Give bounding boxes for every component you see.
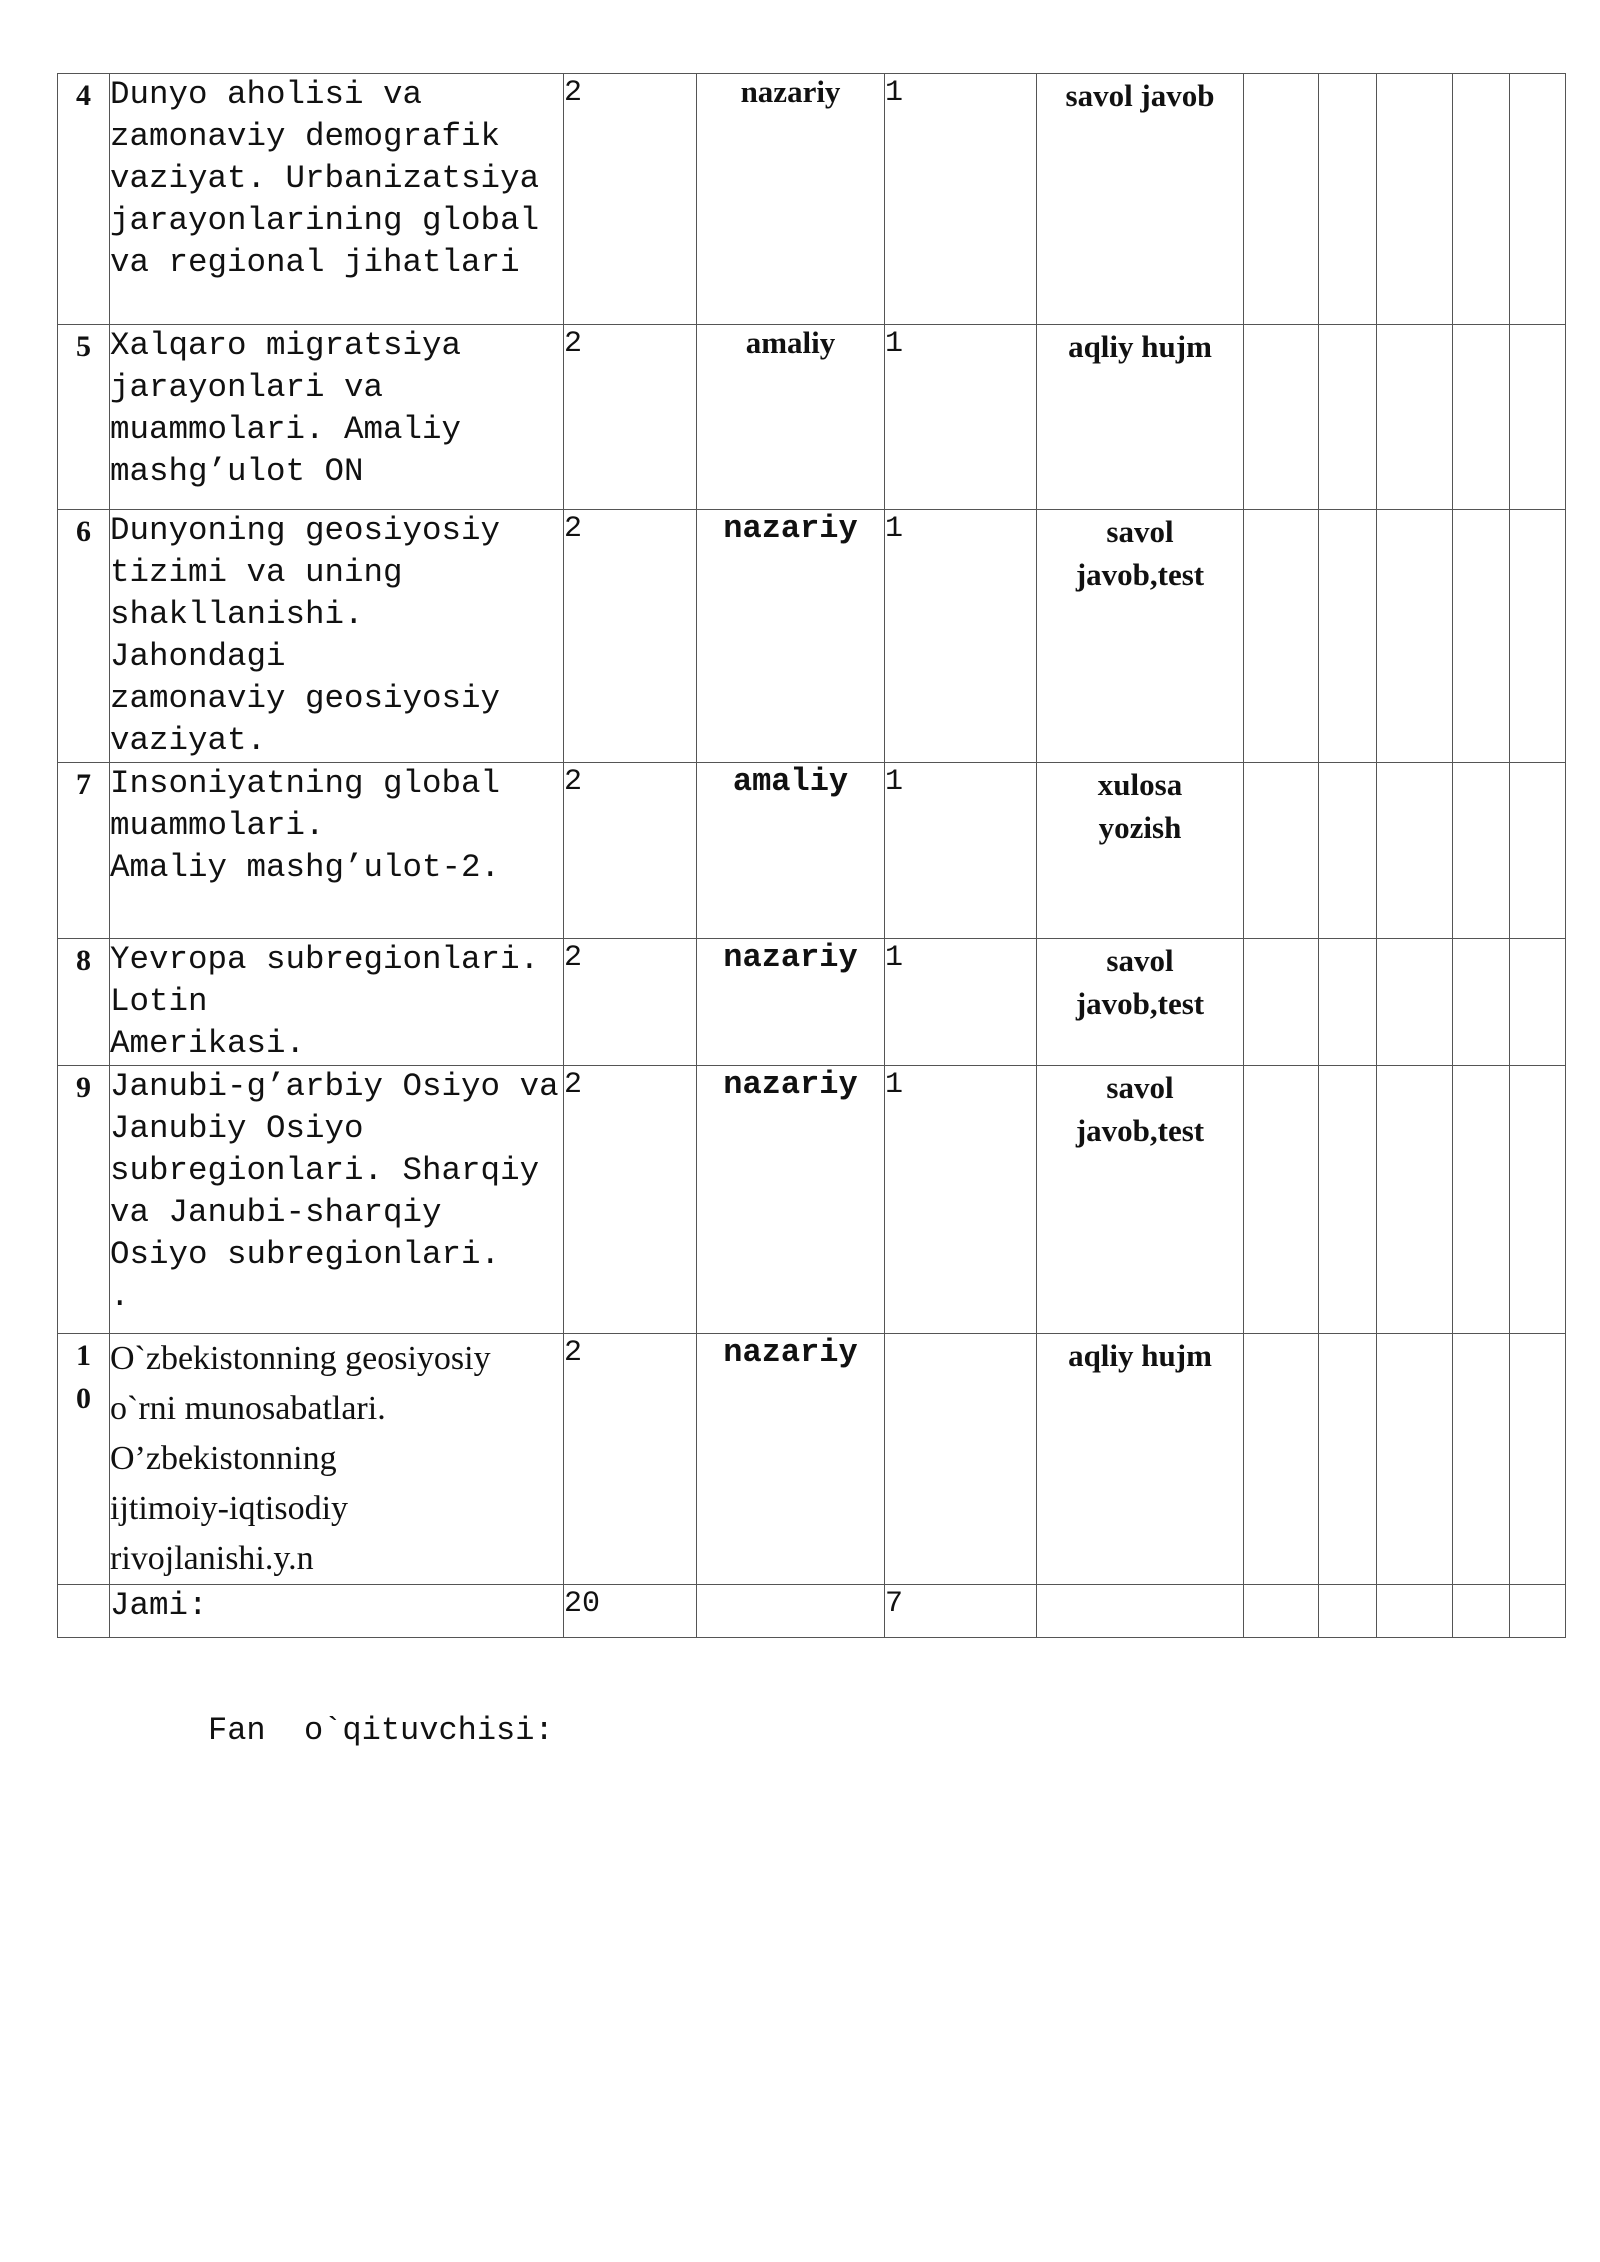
empty-cell bbox=[1510, 1334, 1566, 1585]
assessment-form-cell bbox=[1037, 939, 1244, 1066]
assessment-form-line: yozish bbox=[1098, 810, 1182, 845]
empty-cell bbox=[1510, 939, 1566, 1066]
hours-cell: 2 bbox=[564, 763, 697, 939]
row-number: 5 bbox=[76, 330, 91, 363]
empty-cell bbox=[1453, 510, 1510, 763]
lesson-type-cell: nazariy bbox=[697, 510, 885, 763]
empty-cell bbox=[1377, 510, 1453, 763]
assessment-form-line: aqliy hujm bbox=[1068, 329, 1212, 364]
row-number-cell bbox=[58, 1066, 110, 1334]
independent-hours-cell bbox=[885, 1334, 1037, 1585]
empty-cell bbox=[1319, 939, 1377, 1066]
empty-cell bbox=[1510, 325, 1566, 510]
table-row bbox=[58, 1066, 1566, 1334]
lesson-type-cell: amaliy bbox=[697, 325, 885, 510]
total-independent-cell: 7 bbox=[885, 1585, 1037, 1638]
empty-cell bbox=[1037, 1585, 1244, 1638]
topic-cell: Dunyo aholisi va zamonaviy demografik vaziyat. Urbanizatsiya jarayonlarining global va regional jihatlari bbox=[110, 74, 564, 325]
row-number-cell bbox=[58, 74, 110, 325]
topic-cell: Xalqaro migratsiya jarayonlari va muammolari. Amaliy mashg’ulot ON bbox=[110, 325, 564, 510]
row-number: 0 bbox=[76, 1382, 91, 1415]
row-number-cell bbox=[58, 325, 110, 510]
empty-cell bbox=[1377, 763, 1453, 939]
empty-cell bbox=[1377, 74, 1453, 325]
empty-cell bbox=[1377, 325, 1453, 510]
empty-cell bbox=[1510, 763, 1566, 939]
assessment-form-line: savol bbox=[1106, 1070, 1174, 1105]
row-number: 4 bbox=[76, 79, 91, 112]
empty-cell bbox=[58, 1585, 110, 1638]
empty-cell bbox=[1244, 74, 1319, 325]
total-label-cell: Jami: bbox=[110, 1585, 564, 1638]
assessment-form-line: savol bbox=[1106, 943, 1174, 978]
hours-cell: 2 bbox=[564, 325, 697, 510]
row-number-cell bbox=[58, 763, 110, 939]
row-number-cell bbox=[58, 1334, 110, 1585]
assessment-form-cell bbox=[1037, 325, 1244, 510]
teacher-signature-label: Fan o`qituvchisi: bbox=[208, 1712, 554, 1749]
lesson-type-cell: nazariy bbox=[697, 74, 885, 325]
empty-cell bbox=[1510, 74, 1566, 325]
empty-cell bbox=[1244, 1066, 1319, 1334]
hours-cell: 2 bbox=[564, 510, 697, 763]
empty-cell bbox=[1244, 1334, 1319, 1585]
empty-cell bbox=[1453, 1334, 1510, 1585]
assessment-form-cell bbox=[1037, 1066, 1244, 1334]
empty-cell bbox=[1453, 325, 1510, 510]
assessment-form-line: javob,test bbox=[1075, 1113, 1205, 1148]
empty-cell bbox=[1319, 510, 1377, 763]
topic-cell: Insoniyatning global muammolari. Amaliy mashg’ulot-2. bbox=[110, 763, 564, 939]
empty-cell bbox=[1244, 939, 1319, 1066]
assessment-form-line: javob,test bbox=[1075, 557, 1205, 592]
empty-cell bbox=[1244, 325, 1319, 510]
hours-cell: 2 bbox=[564, 1334, 697, 1585]
empty-cell bbox=[1319, 1334, 1377, 1585]
table-row bbox=[58, 325, 1566, 510]
empty-cell bbox=[1510, 1066, 1566, 1334]
lesson-type-cell: nazariy bbox=[697, 1066, 885, 1334]
empty-cell bbox=[1453, 74, 1510, 325]
hours-cell: 2 bbox=[564, 1066, 697, 1334]
topic-cell: Janubi-g’arbiy Osiyo va Janubiy Osiyo subregionlari. Sharqiy va Janubi-sharqiy Osiyo subregionlari. . bbox=[110, 1066, 564, 1334]
empty-cell bbox=[1377, 1066, 1453, 1334]
independent-hours-cell: 1 bbox=[885, 1066, 1037, 1334]
empty-cell bbox=[1510, 1585, 1566, 1638]
table-row bbox=[58, 74, 1566, 325]
empty-cell bbox=[1453, 1585, 1510, 1638]
empty-cell bbox=[1453, 1066, 1510, 1334]
empty-cell bbox=[1319, 763, 1377, 939]
assessment-form-line: aqliy hujm bbox=[1068, 1338, 1212, 1373]
independent-hours-cell: 1 bbox=[885, 763, 1037, 939]
independent-hours-cell: 1 bbox=[885, 325, 1037, 510]
topic-cell: Dunyoning geosiyosiy tizimi va uning shakllanishi. Jahondagi zamonaviy geosiyosiy vaziyat. bbox=[110, 510, 564, 763]
row-number: 1 bbox=[76, 1339, 91, 1372]
empty-cell bbox=[1319, 74, 1377, 325]
assessment-form-line: xulosa bbox=[1097, 767, 1183, 802]
row-number: 9 bbox=[76, 1071, 91, 1104]
lesson-type-cell: amaliy bbox=[697, 763, 885, 939]
empty-cell bbox=[1319, 1585, 1377, 1638]
row-number: 7 bbox=[76, 768, 91, 801]
lesson-type-cell: nazariy bbox=[697, 939, 885, 1066]
empty-cell bbox=[1377, 939, 1453, 1066]
independent-hours-cell: 1 bbox=[885, 510, 1037, 763]
empty-cell bbox=[1319, 1066, 1377, 1334]
empty-cell bbox=[1510, 510, 1566, 763]
lesson-type-cell: nazariy bbox=[697, 1334, 885, 1585]
topic-cell: Yevropa subregionlari. Lotin Amerikasi. bbox=[110, 939, 564, 1066]
assessment-form-line: javob,test bbox=[1075, 986, 1205, 1021]
empty-cell bbox=[697, 1585, 885, 1638]
empty-cell bbox=[1377, 1334, 1453, 1585]
table-row bbox=[58, 1334, 1566, 1585]
empty-cell bbox=[1244, 510, 1319, 763]
empty-cell bbox=[1453, 763, 1510, 939]
assessment-form-line: savol bbox=[1106, 514, 1174, 549]
assessment-form-cell bbox=[1037, 1334, 1244, 1585]
topic-cell: O`zbekistonning geosiyosiy o`rni munosabatlari. O’zbekistonning ijtimoiy-iqtisodiy rivojlanishi.y.n bbox=[110, 1334, 564, 1585]
independent-hours-cell: 1 bbox=[885, 939, 1037, 1066]
empty-cell bbox=[1244, 1585, 1319, 1638]
empty-cell bbox=[1319, 325, 1377, 510]
row-number-cell bbox=[58, 510, 110, 763]
table-row bbox=[58, 939, 1566, 1066]
row-number: 8 bbox=[76, 944, 91, 977]
lesson-plan-table bbox=[57, 73, 1566, 1638]
hours-cell: 2 bbox=[564, 74, 697, 325]
assessment-form-cell bbox=[1037, 74, 1244, 325]
empty-cell bbox=[1453, 939, 1510, 1066]
empty-cell bbox=[1244, 763, 1319, 939]
total-hours-cell: 20 bbox=[564, 1585, 697, 1638]
hours-cell: 2 bbox=[564, 939, 697, 1066]
assessment-form-cell bbox=[1037, 510, 1244, 763]
table-row bbox=[58, 763, 1566, 939]
assessment-form-cell bbox=[1037, 763, 1244, 939]
total-row bbox=[58, 1585, 1566, 1638]
assessment-form-line: savol javob bbox=[1065, 78, 1215, 113]
independent-hours-cell: 1 bbox=[885, 74, 1037, 325]
row-number: 6 bbox=[76, 515, 91, 548]
empty-cell bbox=[1377, 1585, 1453, 1638]
row-number-cell bbox=[58, 939, 110, 1066]
table-row bbox=[58, 510, 1566, 763]
